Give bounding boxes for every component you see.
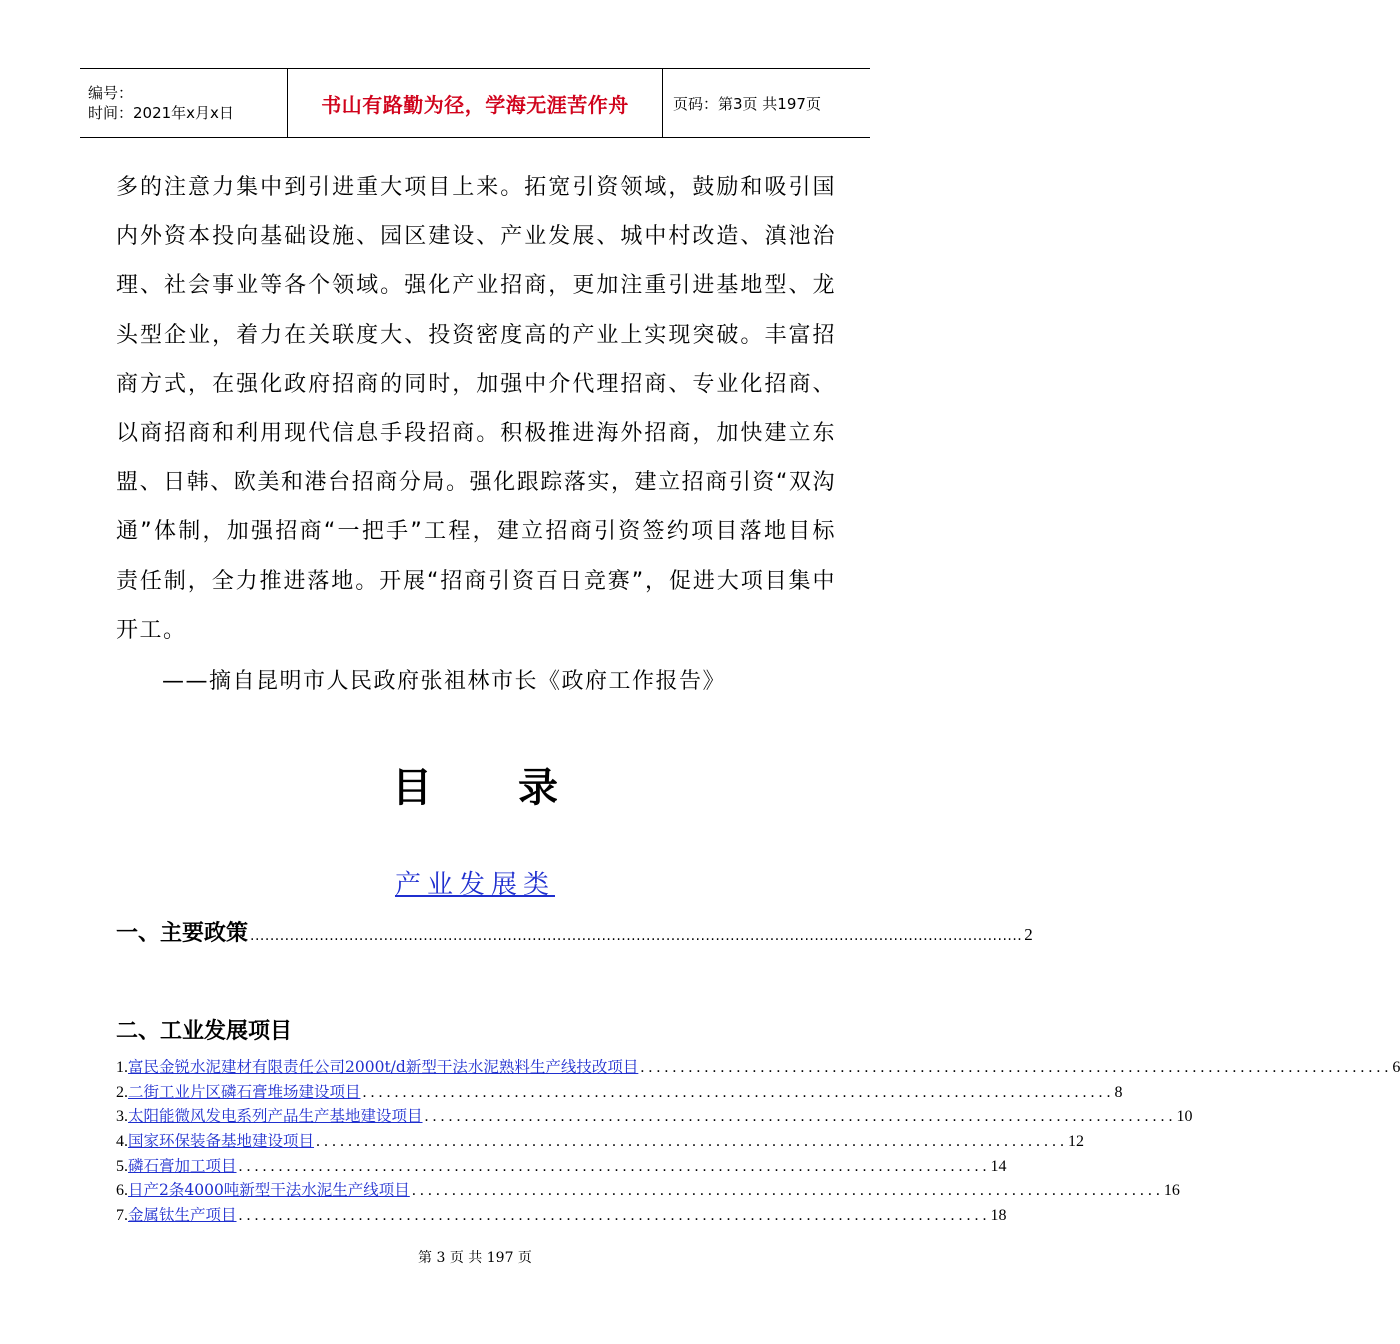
toc-title — [0, 756, 950, 813]
toc-item[interactable] — [116, 1154, 1007, 1179]
toc-section-1[interactable] — [116, 916, 1033, 947]
toc-item[interactable] — [116, 1055, 1400, 1080]
toc-item[interactable] — [116, 1178, 1180, 1203]
toc-item-page: 10 — [1176, 1108, 1193, 1126]
toc-item-page: 8 — [1114, 1083, 1123, 1101]
toc-leader-dots: .............................................................................................. — [424, 1108, 1177, 1126]
toc-leader-dots: .............................................................................................. — [238, 1157, 991, 1175]
toc-item-index: 3. — [116, 1108, 128, 1126]
toc-leader-dots: .............................................................................................. — [362, 1083, 1115, 1101]
header-number-label: 编号： — [88, 84, 134, 102]
header-meta — [80, 69, 288, 137]
toc-item-index: 6. — [116, 1182, 128, 1200]
toc-item-index: 5. — [116, 1157, 128, 1175]
toc-item-page: 18 — [990, 1207, 1007, 1225]
toc-item-link[interactable]: 太阳能微风发电系列产品生产基地建设项目 — [128, 1107, 423, 1126]
toc-item-link[interactable]: 富民金锐水泥建材有限责任公司2000t/d新型干法水泥熟料生产线技改项目 — [128, 1058, 639, 1076]
toc-item[interactable] — [116, 1104, 1193, 1129]
toc-item-link[interactable]: 国家环保装备基地建设项目 — [128, 1132, 315, 1151]
toc-item-link[interactable]: 金属钛生产项目 — [128, 1206, 237, 1225]
body-paragraph: 多的注意力集中到引进重大项目上来。拓宽引资领域，鼓励和吸引国内外资本投向基础设施、园区建设、产业发展、城中村改造、滇池治理、社会事业等各个领域。强化产业招商，更加注重引进基地型、龙头型企业，着力在关联度大、投资密度高的产业上实现突破。丰富招商方式，在强化政府招商的同时，加强中介代理招商、专业化招商、以商招商和利用现代信息手段招商。积极推进海外招商，加快建立东盟、日韩、欧美和港台招商分局。强化跟踪落实，建立招商引资“双沟通”体制，加强招商“一把手”工程，建立招商引资签约项目落地目标责任制，全力推进落地。开展“招商引资百日竞赛”，促进大项目集中开工。 — [116, 175, 836, 643]
toc-item[interactable] — [116, 1203, 1007, 1228]
header-motto: 书山有路勤为径，学海无涯苦作舟 — [321, 92, 629, 117]
toc-item-page: 12 — [1068, 1133, 1085, 1151]
page-footer: 第 3 页 共 197 页 — [418, 1250, 532, 1266]
toc-item-page: 6 — [1392, 1059, 1400, 1076]
toc-category-link[interactable]: 产业发展类 — [394, 870, 555, 900]
toc-item-link[interactable]: 二街工业片区磷石膏堆场建设项目 — [128, 1082, 361, 1101]
toc-item[interactable] — [116, 1129, 1085, 1154]
toc-title-char-2: 录 — [518, 765, 558, 811]
toc-leader-dots: .............................................................................................. — [238, 1207, 991, 1225]
toc-item-link[interactable]: 磷石膏加工项目 — [128, 1156, 237, 1175]
toc-item-index: 4. — [116, 1133, 128, 1151]
header-motto-cell — [288, 69, 663, 137]
quote-source: ——摘自昆明市人民政府张祖林市长《政府工作报告》 — [162, 669, 727, 694]
header-page-label: 页码：第3页 共197页 — [673, 94, 821, 113]
toc-leader-dots: .............................................................................................. — [411, 1182, 1164, 1200]
toc-leader-dots: ............................................................................................................................................................ — [250, 928, 1023, 944]
toc-item-index: 1. — [116, 1059, 128, 1076]
toc-item-page: 14 — [990, 1157, 1007, 1175]
toc-leader-dots: .............................................................................................. — [640, 1059, 1393, 1076]
toc-section-2-label: 二、工业发展项目 — [116, 1019, 293, 1044]
toc-item-index: 2. — [116, 1083, 128, 1101]
toc-section-1-page: 2 — [1024, 925, 1033, 944]
toc-title-char-1: 目 — [392, 765, 432, 811]
toc-item-index: 7. — [116, 1207, 128, 1225]
toc-item-page: 16 — [1163, 1182, 1180, 1200]
toc-item-link[interactable]: 日产2条4000吨新型干法水泥生产线项目 — [128, 1181, 410, 1200]
document-header — [80, 68, 870, 138]
toc-item-list — [116, 1055, 1400, 1228]
header-date-label: 时间：2021年x月x日 — [88, 104, 234, 122]
toc-leader-dots: .............................................................................................. — [316, 1133, 1069, 1151]
toc-section-1-label: 一、主要政策 — [116, 921, 249, 946]
toc-item[interactable] — [116, 1080, 1123, 1105]
